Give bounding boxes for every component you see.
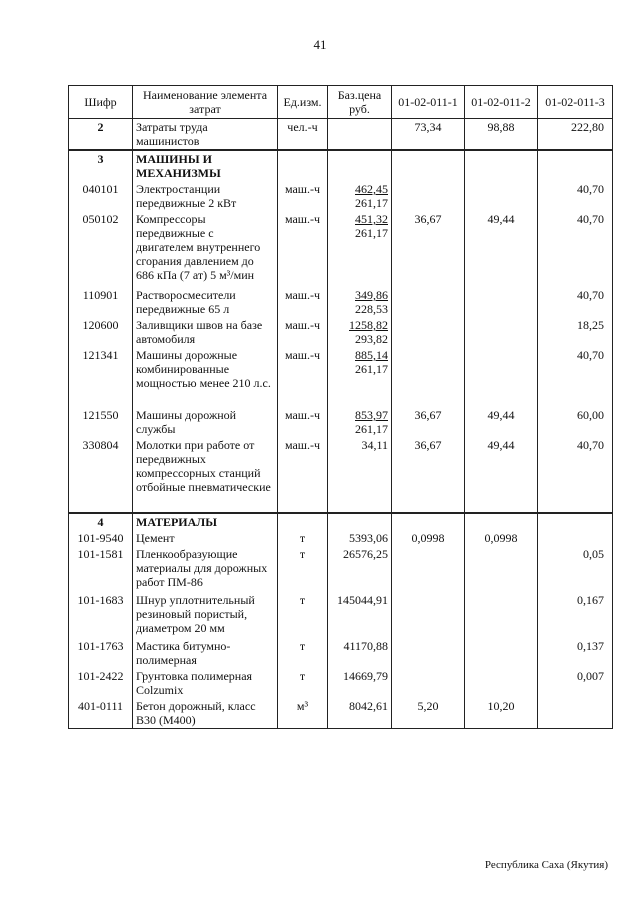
row-code: 3 [69, 150, 133, 181]
footer-region: Республика Саха (Якутия) [484, 859, 608, 871]
row-name: Заливщики швов на базе автомобиля [133, 317, 278, 347]
price-main: 885,14 [355, 348, 388, 362]
table-row [69, 513, 613, 530]
row-unit: маш.-ч [278, 347, 328, 407]
row-code: 401-0111 [69, 698, 133, 729]
row-v3 [538, 150, 613, 181]
table-row [69, 150, 613, 181]
row-code: 050102 [69, 211, 133, 287]
row-v1: 0,0998 [392, 530, 465, 546]
row-name: Электростанции передвижные 2 кВт [133, 181, 278, 211]
row-v3: 0,167 [538, 592, 613, 638]
row-v2 [465, 287, 538, 317]
row-code: 121550 [69, 407, 133, 437]
row-unit: м³ [278, 698, 328, 729]
row-v2: 98,88 [465, 119, 538, 151]
row-name: Растворосмесители передвижные 65 л [133, 287, 278, 317]
table-header-row [69, 86, 613, 119]
table-row [69, 407, 613, 437]
row-price [328, 317, 392, 347]
row-code: 121341 [69, 347, 133, 407]
row-v1 [392, 150, 465, 181]
row-name: Машины дорожной службы [133, 407, 278, 437]
row-price [328, 347, 392, 407]
row-v3: 18,25 [538, 317, 613, 347]
row-code: 101-1683 [69, 592, 133, 638]
row-v1: 36,67 [392, 407, 465, 437]
row-v2: 0,0998 [465, 530, 538, 546]
row-v3: 0,007 [538, 668, 613, 698]
row-unit: т [278, 546, 328, 592]
row-price [328, 407, 392, 437]
price-main: 462,45 [355, 182, 388, 196]
row-code: 101-1763 [69, 638, 133, 668]
row-price [328, 668, 392, 698]
table-row [69, 317, 613, 347]
row-v2 [465, 668, 538, 698]
row-price [328, 513, 392, 530]
row-v2: 49,44 [465, 407, 538, 437]
row-v2 [465, 317, 538, 347]
page-number: 41 [313, 37, 327, 52]
row-unit: маш.-ч [278, 317, 328, 347]
row-name: МАШИНЫ И МЕХАНИЗМЫ [133, 150, 278, 181]
row-v1 [392, 287, 465, 317]
row-v2 [465, 546, 538, 592]
row-unit: т [278, 530, 328, 546]
row-code: 110901 [69, 287, 133, 317]
row-code: 101-2422 [69, 668, 133, 698]
row-name: Шнур уплотнительный резиновый пористый, диаметром 20 мм [133, 592, 278, 638]
price-main: 853,97 [355, 408, 388, 422]
row-name: Бетон дорожный, класс B30 (M400) [133, 698, 278, 729]
row-name: Машины дорожные комбинированные мощностью менее 210 л.с. [133, 347, 278, 407]
header-v1: 01-02-011-1 [392, 86, 465, 119]
resource-table [68, 85, 613, 729]
row-price [328, 638, 392, 668]
row-name: Мастика битумно-полимерная [133, 638, 278, 668]
row-v3: 40,70 [538, 437, 613, 513]
row-v3: 0,05 [538, 546, 613, 592]
row-name: Компрессоры передвижные с двигателем внутреннего сгорания давлением до 686 кПа (7 ат) 5 м³/мин [133, 211, 278, 287]
header-unit: Ед.изм. [278, 86, 328, 119]
row-price [328, 546, 392, 592]
row-code: 120600 [69, 317, 133, 347]
row-v3 [538, 530, 613, 546]
price-main: 145044,91 [337, 593, 388, 607]
price-main: 26576,25 [343, 547, 388, 561]
row-price [328, 287, 392, 317]
row-unit: чел.-ч [278, 119, 328, 151]
price-sub: 261,17 [355, 362, 388, 376]
table-row [69, 287, 613, 317]
price-main: 14669,79 [343, 669, 388, 683]
row-v1: 5,20 [392, 698, 465, 729]
row-v2 [465, 638, 538, 668]
row-v2 [465, 592, 538, 638]
row-price [328, 592, 392, 638]
header-name: Наименование элемента затрат [133, 86, 278, 119]
price-main: 451,32 [355, 212, 388, 226]
row-code: 2 [69, 119, 133, 151]
price-main: 34,11 [361, 438, 388, 452]
row-code: 040101 [69, 181, 133, 211]
price-main: 5393,06 [349, 531, 388, 545]
table-row [69, 181, 613, 211]
price-main: 1258,82 [349, 318, 388, 332]
row-code: 4 [69, 513, 133, 530]
row-unit: т [278, 668, 328, 698]
table-body [69, 119, 613, 729]
row-v2 [465, 347, 538, 407]
table-row [69, 119, 613, 151]
row-unit: маш.-ч [278, 437, 328, 513]
table-row [69, 668, 613, 698]
price-sub: 261,17 [355, 196, 388, 210]
price-main: 41170,88 [343, 639, 388, 653]
row-code: 101-9540 [69, 530, 133, 546]
price-sub: 228,53 [355, 302, 388, 316]
row-name: Затраты труда машинистов [133, 119, 278, 151]
row-unit [278, 150, 328, 181]
row-v2: 49,44 [465, 437, 538, 513]
row-v3 [538, 513, 613, 530]
row-price [328, 211, 392, 287]
row-v1: 73,34 [392, 119, 465, 151]
row-v3: 40,70 [538, 347, 613, 407]
header-price: Баз.цена руб. [328, 86, 392, 119]
row-v1 [392, 347, 465, 407]
price-sub: 261,17 [355, 422, 388, 436]
row-unit: маш.-ч [278, 407, 328, 437]
row-v1 [392, 592, 465, 638]
row-v1 [392, 181, 465, 211]
row-v3: 222,80 [538, 119, 613, 151]
row-name: Пленкообразующие материалы для дорожных работ ПМ-86 [133, 546, 278, 592]
table-row [69, 698, 613, 729]
row-v2: 49,44 [465, 211, 538, 287]
row-price [328, 698, 392, 729]
row-v1: 36,67 [392, 211, 465, 287]
price-main: 8042,61 [349, 699, 388, 713]
row-v3: 0,137 [538, 638, 613, 668]
row-name: МАТЕРИАЛЫ [133, 513, 278, 530]
row-v3: 40,70 [538, 181, 613, 211]
header-code: Шифр [69, 86, 133, 119]
row-unit: маш.-ч [278, 211, 328, 287]
header-v2: 01-02-011-2 [465, 86, 538, 119]
header-v3: 01-02-011-3 [538, 86, 613, 119]
row-unit [278, 513, 328, 530]
table-row [69, 530, 613, 546]
row-v1: 36,67 [392, 437, 465, 513]
price-sub: 261,17 [355, 226, 388, 240]
table-row [69, 592, 613, 638]
row-name: Цемент [133, 530, 278, 546]
row-v1 [392, 513, 465, 530]
row-v2: 10,20 [465, 698, 538, 729]
row-price [328, 530, 392, 546]
row-v3: 40,70 [538, 287, 613, 317]
row-name: Грунтовка полимерная Colzumix [133, 668, 278, 698]
row-code: 101-1581 [69, 546, 133, 592]
row-unit: маш.-ч [278, 181, 328, 211]
row-name: Молотки при работе от передвижных компрессорных станций отбойные пневматические [133, 437, 278, 513]
row-v1 [392, 546, 465, 592]
row-price [328, 437, 392, 513]
table-row [69, 437, 613, 513]
row-price [328, 181, 392, 211]
row-price [328, 119, 392, 151]
price-sub: 293,82 [355, 332, 388, 346]
row-unit: т [278, 638, 328, 668]
row-v3: 40,70 [538, 211, 613, 287]
row-v1 [392, 638, 465, 668]
table-row [69, 211, 613, 287]
row-v2 [465, 181, 538, 211]
row-v1 [392, 668, 465, 698]
row-v3 [538, 698, 613, 729]
table-row [69, 347, 613, 407]
row-price [328, 150, 392, 181]
row-v1 [392, 317, 465, 347]
row-unit: маш.-ч [278, 287, 328, 317]
price-main: 349,86 [355, 288, 388, 302]
table-row [69, 546, 613, 592]
row-code: 330804 [69, 437, 133, 513]
table-row [69, 638, 613, 668]
row-v2 [465, 150, 538, 181]
row-unit: т [278, 592, 328, 638]
row-v2 [465, 513, 538, 530]
row-v3: 60,00 [538, 407, 613, 437]
